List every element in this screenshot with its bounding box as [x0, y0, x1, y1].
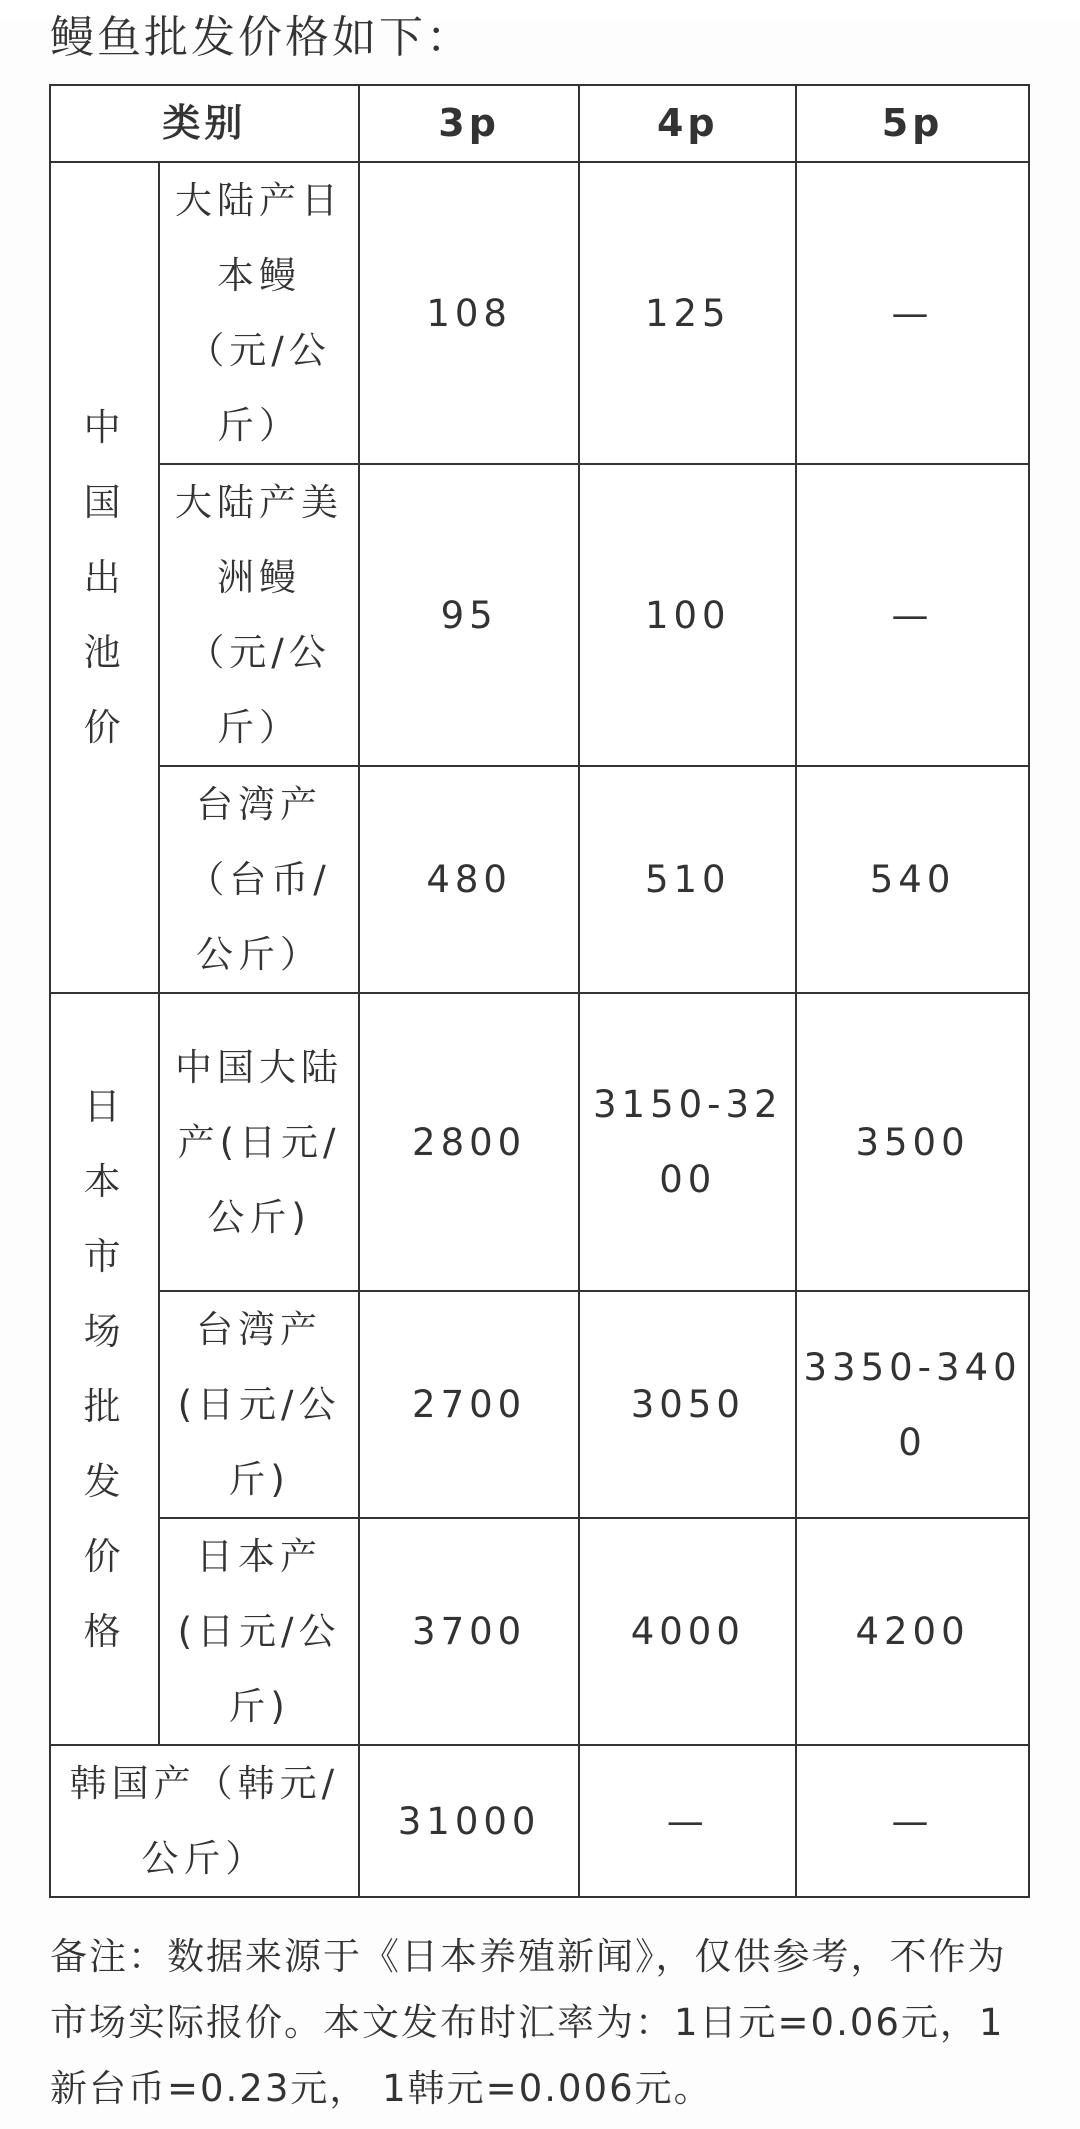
- cell-4p: 100: [579, 464, 796, 766]
- cell-5p: 3350-3400: [796, 1291, 1029, 1518]
- cell-3p: 2700: [359, 1291, 580, 1518]
- cell-3p: 108: [359, 162, 580, 464]
- cell-5p: —: [796, 162, 1029, 464]
- header-4p: 4p: [579, 85, 796, 162]
- cell-3p: 2800: [359, 993, 580, 1291]
- header-category: 类别: [50, 85, 359, 162]
- table-row: [50, 1745, 1029, 1897]
- table-row: [50, 464, 1029, 766]
- cell-5p: 4200: [796, 1518, 1029, 1745]
- table-row: [50, 766, 1029, 993]
- page-heading: 鳗鱼批发价格如下：: [50, 12, 473, 63]
- group-japan-wholesale-price: 日本市场批发价格: [50, 993, 159, 1745]
- cell-5p: 3500: [796, 993, 1029, 1291]
- group-china-pond-price: 中国出池价: [50, 162, 159, 993]
- row-label: 中国大陆产(日元/公斤): [159, 993, 358, 1291]
- table-row: [50, 993, 1029, 1291]
- cell-4p: 125: [579, 162, 796, 464]
- table-row: [50, 162, 1029, 464]
- row-label: 日本产(日元/公斤): [159, 1518, 358, 1745]
- cell-4p: 3150-3200: [579, 993, 796, 1291]
- cell-4p: 510: [579, 766, 796, 993]
- cell-3p: 31000: [359, 1745, 580, 1897]
- table-row: [50, 1518, 1029, 1745]
- cell-5p: 540: [796, 766, 1029, 993]
- eel-price-table: [49, 84, 1030, 1898]
- table-row: [50, 1291, 1029, 1518]
- cell-5p: —: [796, 1745, 1029, 1897]
- cell-4p: —: [579, 1745, 796, 1897]
- table-header-row: [50, 85, 1029, 162]
- cell-4p: 3050: [579, 1291, 796, 1518]
- row-label: 大陆产日本鳗（元/公斤）: [159, 162, 358, 464]
- row-label: 韩国产（韩元/公斤）: [50, 1745, 359, 1897]
- source-note: 备注：数据来源于《日本养殖新闻》，仅供参考，不作为市场实际报价。本文发布时汇率为：1日元=0.06元，1新台币=0.23元， 1韩元=0.006元。: [50, 1935, 1007, 2110]
- cell-5p: —: [796, 464, 1029, 766]
- cell-3p: 95: [359, 464, 580, 766]
- cell-3p: 3700: [359, 1518, 580, 1745]
- header-5p: 5p: [796, 85, 1029, 162]
- row-label: 台湾产(日元/公斤): [159, 1291, 358, 1518]
- row-label: 台湾产（台币/公斤）: [159, 766, 358, 993]
- cell-4p: 4000: [579, 1518, 796, 1745]
- row-label: 大陆产美洲鳗（元/公斤）: [159, 464, 358, 766]
- cell-3p: 480: [359, 766, 580, 993]
- header-3p: 3p: [359, 85, 580, 162]
